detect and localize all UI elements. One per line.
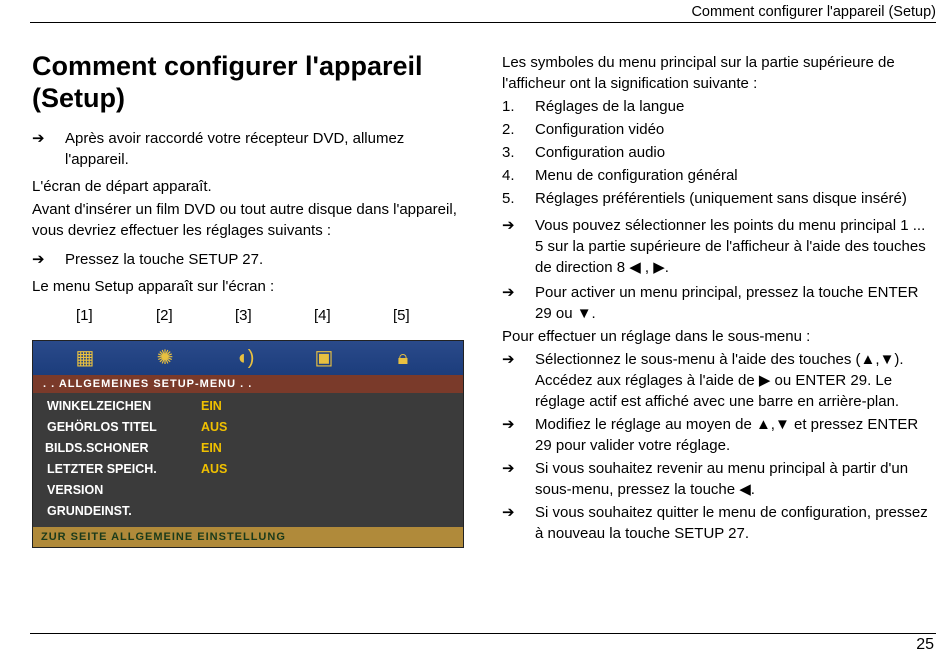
- list-text: Réglages de la langue: [535, 98, 685, 115]
- list-text: Configuration audio: [535, 144, 666, 161]
- menu-item-label: LETZTER SPEICH.: [47, 462, 157, 476]
- arrow-icon: ➔: [32, 251, 45, 268]
- arrow-icon: ➔: [502, 504, 515, 521]
- tab-label: [2]: [156, 307, 173, 324]
- footer-rule: [30, 633, 936, 634]
- menu-tab-labels: [32, 307, 457, 329]
- paragraph: Pour effectuer un réglage dans le sous-menu :: [502, 328, 811, 345]
- tab-label: [5]: [393, 307, 410, 324]
- tab-label: [4]: [314, 307, 331, 324]
- list-number: 2.: [502, 121, 515, 138]
- menu-item-label: GEHÖRLOS TITEL: [47, 420, 157, 434]
- paragraph: Avant d'insérer un film DVD ou tout autre disque dans l'appareil, vous devriez effectuer les réglages suivants :: [32, 201, 457, 239]
- arrow-icon: ➔: [502, 460, 515, 477]
- header-rule: [30, 22, 936, 23]
- list-item: [502, 188, 934, 209]
- screen-menu-title: . . ALLGEMEINES SETUP-MENU . .: [33, 375, 463, 393]
- menu-item-label: GRUNDEINST.: [47, 504, 132, 518]
- lock-icon: 🔒︎: [397, 347, 409, 369]
- list-item: [502, 119, 934, 140]
- arrow-icon: ➔: [502, 217, 515, 234]
- page-title: Comment configurer l'appareil (Setup): [32, 51, 423, 113]
- instruction-item: [502, 458, 934, 500]
- list-number: 4.: [502, 167, 515, 184]
- instruction-item: [32, 249, 457, 270]
- page-number: 25: [916, 636, 934, 653]
- menu-item-label: WINKELZEICHEN: [47, 399, 152, 413]
- arrow-icon: ➔: [502, 351, 515, 368]
- paragraph: Les symboles du menu principal sur la partie supérieure de l'afficheur ont la signification suivante :: [502, 54, 895, 92]
- menu-item-value: AUS: [201, 462, 228, 476]
- arrow-icon: ➔: [32, 130, 45, 147]
- menu-icon-bar: [33, 341, 463, 375]
- list-text: Menu de configuration général: [535, 167, 738, 184]
- setup-menu-screenshot: [32, 340, 464, 548]
- list-item: [502, 96, 934, 117]
- instruction-text: Pour activer un menu principal, pressez la touche ENTER 29 ou ▼.: [535, 284, 919, 322]
- display-settings-icon: ▦: [75, 347, 95, 369]
- instruction-text: Vous pouvez sélectionner les points du menu principal 1 ... 5 sur la partie supérieure de l'afficheur à l'aide des touches de direction 8 ◀ , ▶.: [535, 217, 926, 276]
- list-item: [502, 142, 934, 163]
- left-column: [32, 50, 457, 329]
- instruction-text: Pressez la touche SETUP 27.: [65, 251, 264, 268]
- menu-item-label: BILDS.SCHONER: [45, 441, 149, 455]
- instruction-item: [502, 349, 934, 412]
- instruction-text: Après avoir raccordé votre récepteur DVD, allumez l'appareil.: [65, 130, 405, 168]
- picture-icon: ▣: [314, 347, 334, 369]
- paragraph: Le menu Setup apparaît sur l'écran :: [32, 278, 275, 295]
- instruction-text: Modifiez le réglage au moyen de ▲,▼ et pressez ENTER 29 pour valider votre réglage.: [535, 416, 919, 454]
- menu-item-value: EIN: [201, 399, 222, 413]
- paragraph: L'écran de départ apparaît.: [32, 178, 212, 195]
- instruction-item: [502, 215, 934, 278]
- menu-item-value: EIN: [201, 441, 222, 455]
- list-number: 3.: [502, 144, 515, 161]
- instruction-item: [502, 282, 934, 324]
- arrow-icon: ➔: [502, 284, 515, 301]
- list-number: 1.: [502, 98, 515, 115]
- satellite-icon: ✺: [156, 347, 174, 369]
- tab-label: [3]: [235, 307, 252, 324]
- tab-label: [1]: [76, 307, 93, 324]
- right-column: [502, 52, 934, 550]
- instruction-item: [32, 128, 457, 170]
- instruction-text: Sélectionnez le sous-menu à l'aide des touches (▲,▼). Accédez aux réglages à l'aide de ▶ ou ENTER 29. Le réglage actif est affiché avec une barre en arrière-plan.: [535, 351, 904, 410]
- arrow-icon: ➔: [502, 416, 515, 433]
- screen-footer-bar: ZUR SEITE ALLGEMEINE EINSTELLUNG: [33, 527, 463, 547]
- instruction-item: [502, 414, 934, 456]
- list-item: [502, 165, 934, 186]
- list-text: Réglages préférentiels (uniquement sans disque inséré): [535, 190, 907, 207]
- instruction-text: Si vous souhaitez revenir au menu principal à partir d'un sous-menu, pressez la touche ◀.: [535, 460, 909, 498]
- menu-item-label: VERSION: [47, 483, 104, 497]
- instruction-text: Si vous souhaitez quitter le menu de configuration, pressez à nouveau la touche SETUP 27.: [535, 504, 928, 542]
- list-number: 5.: [502, 190, 515, 207]
- menu-item-value: AUS: [201, 420, 228, 434]
- running-header: Comment configurer l'appareil (Setup): [691, 4, 936, 20]
- instruction-item: [502, 502, 934, 544]
- list-text: Configuration vidéo: [535, 121, 665, 138]
- speaker-icon: ◖): [235, 347, 255, 369]
